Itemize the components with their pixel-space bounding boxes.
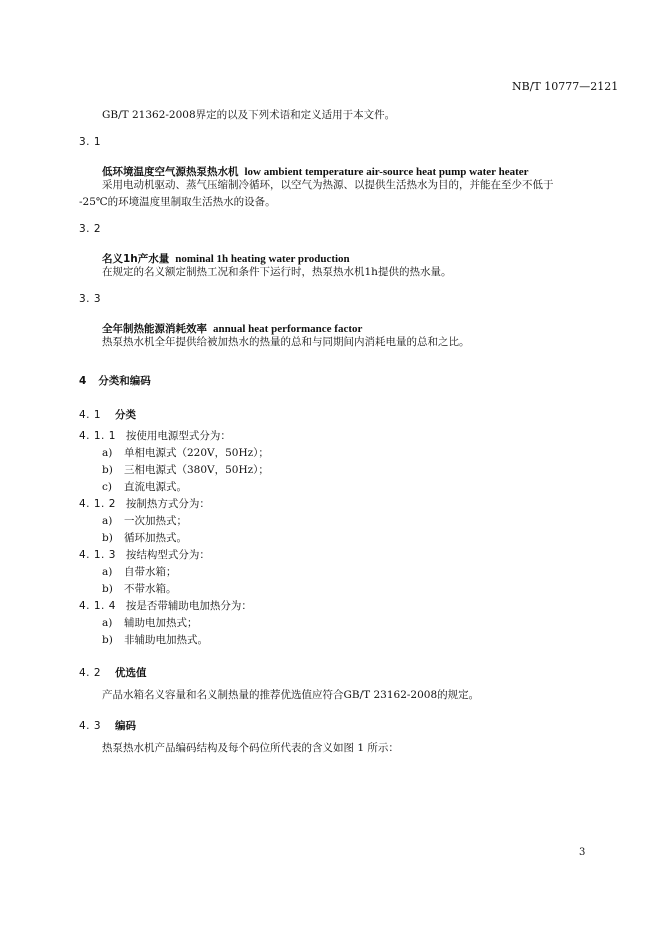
list-marker: b)	[102, 634, 113, 646]
list-text: 一次加热式；	[124, 515, 187, 527]
clause	[79, 598, 252, 615]
list-text: 三相电源式（380V，50Hz）；	[124, 464, 269, 476]
subsection-heading	[79, 403, 136, 422]
list-marker: b)	[102, 464, 113, 476]
subsection-heading	[79, 661, 147, 680]
clause	[79, 496, 210, 513]
list-marker: a)	[102, 447, 113, 459]
clause-number: 4. 1. 1	[79, 430, 116, 442]
clause	[79, 428, 231, 445]
paragraph: 热泵热水机产品编码结构及每个码位所代表的含义如图 1 所示：	[102, 742, 399, 754]
list-item	[102, 462, 269, 479]
list-text: 不带水箱。	[124, 583, 177, 595]
list-item	[102, 615, 198, 632]
term-definition-line: 在规定的名义额定制热工况和条件下运行时，热泵热水机1h提供的热水量。	[102, 266, 452, 278]
clause-text: 按是否带辅助电加热分为：	[125, 600, 252, 612]
subsection-title: 分类	[115, 409, 137, 421]
list-item	[102, 445, 269, 462]
subsection-title: 编码	[115, 720, 137, 732]
page-number: 3	[579, 847, 586, 858]
term-number: 3. 3	[79, 293, 102, 305]
list-marker: a)	[102, 566, 113, 578]
list-marker: c)	[102, 481, 112, 493]
list-marker: b)	[102, 583, 113, 595]
list-text: 循环加热式。	[124, 532, 187, 544]
term-chinese: 名义1h产水量	[102, 253, 170, 265]
section-heading	[79, 369, 151, 388]
list-item	[102, 513, 187, 530]
list-marker: a)	[102, 617, 113, 629]
section-title: 分类和编码	[98, 375, 151, 387]
term-definition-line: 热泵热水机全年提供给被加热水的热量的总和与同期间内消耗电量的总和之比。	[102, 336, 470, 348]
subsection-number: 4. 3	[79, 720, 102, 732]
term-english: nominal 1h heating water production	[175, 253, 350, 265]
subsection-title: 优选值	[115, 667, 147, 679]
list-marker: a)	[102, 515, 113, 527]
subsection-number: 4. 2	[79, 667, 102, 679]
clause-number: 4. 1. 4	[79, 600, 116, 612]
list-item	[102, 564, 177, 581]
term-chinese: 全年制热能源消耗效率	[102, 323, 207, 335]
clause-number: 4. 1. 3	[79, 549, 116, 561]
list-item	[102, 479, 187, 496]
list-item	[102, 581, 177, 598]
list-text: 单相电源式（220V，50Hz）；	[124, 447, 269, 459]
paragraph: 产品水箱名义容量和名义制热量的推荐优选值应符合GB/T 23162-2008的规定。	[102, 689, 480, 701]
term-definition-line: -25℃的环境温度里制取生活热水的设备。	[79, 196, 276, 208]
section-number: 4	[79, 375, 87, 387]
subsection-heading	[79, 714, 136, 733]
term-chinese: 低环境温度空气源热泵热水机	[102, 166, 239, 178]
list-item	[102, 530, 187, 547]
term-definition-line: 采用电动机驱动、蒸气压缩制冷循环，以空气为热源、以提供生活热水为目的，并能在至少不低于	[102, 179, 554, 191]
clause	[79, 547, 210, 564]
list-marker: b)	[102, 532, 113, 544]
clause-text: 按结构型式分为：	[125, 549, 210, 561]
list-text: 非辅助电加热式。	[124, 634, 208, 646]
term-english: annual heat performance factor	[213, 323, 363, 335]
list-text: 直流电源式。	[124, 481, 187, 493]
term-number: 3. 1	[79, 136, 102, 148]
clause-text: 按使用电源型式分为：	[125, 430, 231, 442]
clause-text: 按制热方式分为：	[125, 498, 210, 510]
term-number: 3. 2	[79, 223, 102, 235]
intro-paragraph: GB/T 21362-2008界定的以及下列术语和定义适用于本文件。	[102, 109, 396, 121]
subsection-number: 4. 1	[79, 409, 102, 421]
doc-code-header: NB/T 10777—2121	[512, 80, 619, 93]
clause-number: 4. 1. 2	[79, 498, 116, 510]
term-english: low ambient temperature air-source heat pump water heater	[244, 166, 529, 178]
list-item	[102, 632, 208, 649]
list-text: 辅助电加热式；	[124, 617, 198, 629]
list-text: 自带水箱；	[124, 566, 177, 578]
